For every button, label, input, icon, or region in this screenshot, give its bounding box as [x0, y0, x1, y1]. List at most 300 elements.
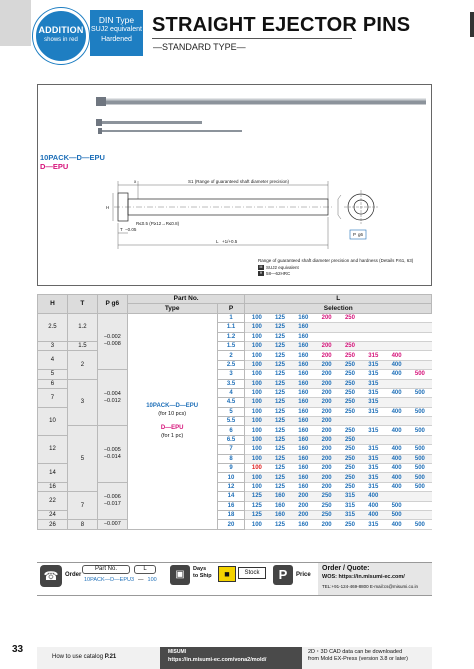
length-option-cell[interactable]: 500 — [385, 510, 408, 519]
length-option-cell[interactable]: 125 — [268, 323, 291, 332]
order-example — [84, 577, 157, 583]
length-option-cell[interactable]: 200 — [315, 482, 338, 491]
length-option-cell[interactable]: 100 — [245, 445, 268, 454]
footer-url-link[interactable]: https://in.misumi-ec.com/vona2/mold/ — [168, 657, 267, 663]
length-option-cell[interactable]: 125 — [268, 407, 291, 416]
length-option-cell[interactable]: 160 — [292, 435, 315, 444]
length-option-cell[interactable]: 315 — [362, 398, 385, 407]
dim-t-label: T — [120, 227, 123, 232]
table-row — [38, 313, 432, 322]
length-option-cell[interactable]: 125 — [268, 426, 291, 435]
length-option-cell[interactable]: 315 — [362, 360, 385, 369]
length-option-cell[interactable]: 400 — [385, 520, 408, 529]
h-value-cell: 26 — [38, 520, 68, 529]
table-row — [38, 341, 432, 350]
p-tolerance-cell — [97, 370, 127, 426]
badge-subtitle: shows in red — [44, 37, 78, 43]
p-value-cell: 6 — [217, 426, 245, 435]
drawing-type-single: D—EPU — [40, 162, 69, 171]
dim-p-tol: g6 — [358, 232, 364, 237]
col-p-header: P — [217, 304, 245, 313]
price-p-icon: P — [273, 565, 293, 585]
length-option-cell[interactable]: 100 — [245, 426, 268, 435]
page-number: 33 — [12, 644, 24, 655]
length-option-cell[interactable]: 100 — [245, 341, 268, 350]
length-option-cell[interactable]: 100 — [245, 464, 268, 473]
length-option-cell[interactable]: 100 — [245, 473, 268, 482]
hardness-code-icon: H — [259, 271, 263, 276]
length-option-cell[interactable]: 400 — [385, 351, 408, 360]
legend-precision-note: Range of guaranteed shaft diameter precision and hardness (Details P.61, 63) — [258, 258, 414, 263]
length-option-cell — [362, 332, 385, 341]
din-type-box — [90, 10, 143, 56]
length-option-cell — [338, 323, 361, 332]
length-option-cell[interactable]: 200 — [292, 492, 315, 501]
h-value-cell: 6 — [38, 379, 68, 388]
tolerance-value: −0.005 — [103, 447, 121, 454]
tolerance-value: −0.014 — [103, 454, 121, 461]
length-option-cell[interactable]: 315 — [362, 351, 385, 360]
spec-table — [37, 294, 432, 530]
length-option-cell[interactable]: 200 — [315, 313, 338, 322]
h-value-cell: 5 — [38, 370, 68, 379]
length-option-cell — [362, 341, 385, 350]
length-option-cell[interactable]: 100 — [245, 482, 268, 491]
length-option-cell[interactable]: 160 — [292, 473, 315, 482]
length-option-cell[interactable]: 250 — [338, 407, 361, 416]
h-value-cell: 12 — [38, 435, 68, 463]
length-option-cell[interactable]: 100 — [245, 323, 268, 332]
length-option-cell[interactable]: 200 — [292, 510, 315, 519]
length-option-cell — [408, 313, 431, 322]
length-option-cell[interactable]: 315 — [338, 492, 361, 501]
length-option-cell[interactable]: 315 — [338, 501, 361, 510]
length-option-cell[interactable]: 315 — [362, 454, 385, 463]
h-value-cell: 7 — [38, 388, 68, 407]
col-type-header: Type — [127, 304, 217, 313]
dim-l-tol: +1/+0.5 — [222, 239, 238, 244]
side-stripe — [0, 0, 31, 46]
phone-icon: ☎ — [40, 565, 62, 587]
days-label-line2: to Ship — [193, 573, 212, 579]
quote-title: Order / Quote: — [322, 565, 370, 572]
tolerance-value: −0.008 — [103, 341, 121, 348]
length-option-cell[interactable]: 200 — [315, 370, 338, 379]
dim-p-label: P — [353, 232, 357, 237]
p-value-cell: 4.5 — [217, 398, 245, 407]
length-option-cell[interactable]: 250 — [315, 492, 338, 501]
p-value-cell: 1.2 — [217, 332, 245, 341]
pin-photo-head-large — [96, 97, 106, 106]
length-option-cell — [408, 510, 431, 519]
length-option-cell[interactable]: 125 — [268, 454, 291, 463]
pin-photo-shaft-small — [102, 121, 202, 124]
length-option-cell — [408, 323, 431, 332]
tolerance-value: −0.017 — [103, 501, 121, 508]
length-option-cell — [385, 341, 408, 350]
t-value-cell: 8 — [67, 520, 97, 529]
tolerance-value: −0.004 — [103, 390, 121, 397]
length-option-cell[interactable]: 400 — [385, 360, 408, 369]
type-single-label: D—EPU — [160, 425, 184, 432]
stock-label: Stock — [238, 567, 266, 579]
length-option-cell — [408, 332, 431, 341]
length-option-cell[interactable]: 200 — [315, 473, 338, 482]
p-value-cell: 7 — [217, 445, 245, 454]
order-label: Order — [65, 572, 82, 578]
order-example-part: 10PACK—D—EPU3 — [84, 577, 135, 583]
length-option-cell[interactable]: 100 — [245, 454, 268, 463]
length-option-cell — [315, 332, 338, 341]
length-option-cell[interactable]: 100 — [245, 379, 268, 388]
length-option-cell[interactable]: 125 — [268, 464, 291, 473]
length-option-cell[interactable]: 100 — [245, 351, 268, 360]
table-row — [38, 492, 432, 501]
length-option-cell[interactable]: 315 — [362, 388, 385, 397]
length-option-cell — [385, 332, 408, 341]
length-option-cell[interactable]: 500 — [408, 482, 431, 491]
length-option-cell[interactable]: 500 — [408, 388, 431, 397]
length-option-cell[interactable]: 125 — [268, 482, 291, 491]
howto-page-ref[interactable]: P.21 — [104, 654, 117, 660]
length-option-cell[interactable]: 200 — [315, 445, 338, 454]
p-value-cell: 14 — [217, 492, 245, 501]
length-option-cell[interactable]: 125 — [268, 445, 291, 454]
length-option-cell[interactable]: 200 — [315, 360, 338, 369]
length-option-cell[interactable]: 500 — [408, 464, 431, 473]
badge-title: ADDITION — [38, 25, 84, 35]
length-option-cell[interactable]: 250 — [315, 510, 338, 519]
length-option-cell[interactable]: 200 — [292, 501, 315, 510]
drawing-type-labels — [40, 153, 105, 171]
length-option-cell[interactable]: 160 — [292, 351, 315, 360]
length-option-cell[interactable]: 315 — [362, 464, 385, 473]
table-row — [38, 520, 432, 529]
title-divider — [152, 38, 352, 39]
h-value-cell: 3 — [38, 341, 68, 350]
length-option-cell[interactable]: 160 — [292, 520, 315, 529]
length-option-cell[interactable]: 160 — [292, 426, 315, 435]
length-option-cell[interactable]: 250 — [338, 388, 361, 397]
stock-box-icon: ■ — [218, 566, 236, 582]
length-option-cell — [338, 417, 361, 426]
length-option-cell[interactable]: 400 — [385, 482, 408, 491]
length-option-cell[interactable]: 160 — [292, 379, 315, 388]
table-row — [38, 370, 432, 379]
drawing-legend — [258, 258, 413, 278]
t-value-cell: 7 — [67, 492, 97, 520]
length-option-cell[interactable]: 125 — [245, 510, 268, 519]
length-option-cell[interactable]: 100 — [245, 332, 268, 341]
length-option-cell[interactable]: 100 — [245, 520, 268, 529]
length-option-cell — [408, 379, 431, 388]
p-value-cell: 5 — [217, 407, 245, 416]
length-option-cell[interactable]: 400 — [385, 370, 408, 379]
h-value-cell: 4 — [38, 351, 68, 370]
length-option-cell[interactable]: 125 — [268, 520, 291, 529]
table-row — [38, 426, 432, 435]
length-option-cell[interactable]: 250 — [338, 370, 361, 379]
p-tolerance-cell — [97, 482, 127, 520]
length-option-cell[interactable]: 200 — [315, 407, 338, 416]
pin-photo-head-small — [96, 119, 102, 126]
length-option-cell[interactable]: 160 — [268, 501, 291, 510]
length-option-cell[interactable]: 400 — [385, 464, 408, 473]
length-option-cell[interactable]: 250 — [338, 379, 361, 388]
length-option-cell — [362, 417, 385, 426]
length-option-cell[interactable]: 125 — [268, 360, 291, 369]
length-option-cell[interactable]: 400 — [385, 445, 408, 454]
length-option-cell[interactable]: 400 — [385, 407, 408, 416]
length-option-cell[interactable]: 160 — [268, 492, 291, 501]
length-option-cell[interactable]: 200 — [315, 426, 338, 435]
type-pack-note: (for 10 pcs) — [158, 411, 187, 418]
dim-l-label: L — [216, 239, 219, 244]
length-option-cell[interactable]: 315 — [362, 473, 385, 482]
length-option-cell[interactable]: 160 — [292, 313, 315, 322]
length-option-cell[interactable]: 400 — [362, 510, 385, 519]
length-option-cell[interactable]: 160 — [292, 445, 315, 454]
length-option-cell[interactable]: 160 — [292, 482, 315, 491]
col-h-header: H — [38, 295, 68, 314]
length-option-cell[interactable]: 100 — [245, 313, 268, 322]
length-option-cell — [408, 398, 431, 407]
length-option-cell[interactable]: 250 — [338, 435, 361, 444]
length-option-cell[interactable]: 400 — [362, 492, 385, 501]
t-value-cell: 1.2 — [67, 313, 97, 341]
length-option-cell[interactable]: 160 — [268, 510, 291, 519]
material-label: SUJ2 equivalent — [91, 26, 142, 33]
length-option-cell[interactable]: 200 — [315, 417, 338, 426]
p-tolerance-cell — [97, 520, 127, 529]
length-option-cell[interactable]: 315 — [362, 482, 385, 491]
length-option-cell[interactable]: 250 — [338, 426, 361, 435]
length-option-cell[interactable]: 100 — [245, 360, 268, 369]
days-label-line1: Days — [193, 566, 207, 572]
length-option-cell[interactable]: 500 — [408, 370, 431, 379]
h-value-cell: 16 — [38, 482, 68, 491]
length-option-cell[interactable]: 200 — [315, 435, 338, 444]
dim-s1-label: S1 (Range of guaranteed shaft diameter precision) — [188, 179, 290, 184]
t-value-cell: 1.5 — [67, 341, 97, 350]
misumi-logo: MISUMI — [168, 649, 187, 655]
length-option-cell — [315, 323, 338, 332]
length-option-cell[interactable]: 200 — [315, 388, 338, 397]
length-option-cell[interactable]: 125 — [268, 370, 291, 379]
length-option-cell — [385, 379, 408, 388]
length-option-cell[interactable]: 160 — [292, 417, 315, 426]
length-option-cell[interactable]: 200 — [315, 464, 338, 473]
hardened-label: Hardened — [101, 36, 132, 43]
din-type-label: DIN Type — [98, 15, 135, 25]
length-option-cell[interactable]: 500 — [408, 445, 431, 454]
length-option-cell[interactable]: 160 — [292, 323, 315, 332]
length-option-cell[interactable]: 100 — [245, 407, 268, 416]
length-option-cell[interactable]: 315 — [362, 520, 385, 529]
p-value-cell: 3 — [217, 370, 245, 379]
length-option-cell[interactable]: 125 — [268, 388, 291, 397]
legend-material: SUJ2 equivalent — [266, 264, 299, 270]
p-value-cell: 10 — [217, 473, 245, 482]
spec-table-body — [38, 313, 432, 529]
length-option-cell[interactable]: 200 — [315, 379, 338, 388]
length-option-cell — [408, 360, 431, 369]
length-option-cell[interactable]: 250 — [338, 473, 361, 482]
t-value-cell: 2 — [67, 351, 97, 379]
col-selection-header: Selection — [245, 304, 432, 313]
drawing-panel — [37, 84, 432, 286]
length-option-cell[interactable]: 100 — [245, 417, 268, 426]
length-option-cell[interactable]: 400 — [385, 426, 408, 435]
h-value-cell: 14 — [38, 464, 68, 483]
dim-h-label: H — [106, 205, 110, 210]
p-value-cell: 4 — [217, 388, 245, 397]
length-option-cell[interactable]: 160 — [292, 370, 315, 379]
t-value-cell: 5 — [67, 426, 97, 492]
order-example-length: 100 — [147, 577, 157, 583]
length-option-cell — [338, 332, 361, 341]
length-option-cell[interactable]: 125 — [268, 341, 291, 350]
order-length-header: L — [134, 565, 156, 574]
length-option-cell[interactable]: 160 — [292, 454, 315, 463]
tolerance-value: −0.007 — [103, 521, 121, 528]
length-option-cell[interactable]: 125 — [268, 417, 291, 426]
length-option-cell[interactable]: 250 — [338, 445, 361, 454]
p-value-cell: 18 — [217, 510, 245, 519]
length-option-cell[interactable]: 125 — [245, 492, 268, 501]
length-option-cell — [385, 398, 408, 407]
order-example-sep: — — [138, 577, 144, 583]
length-option-cell[interactable]: 125 — [245, 501, 268, 510]
p-tolerance-cell — [97, 426, 127, 482]
length-option-cell[interactable]: 160 — [292, 332, 315, 341]
length-option-cell — [408, 341, 431, 350]
length-option-cell[interactable]: 250 — [338, 482, 361, 491]
length-option-cell[interactable]: 200 — [315, 398, 338, 407]
length-option-cell[interactable]: 315 — [362, 370, 385, 379]
cad-note-line2: from Mold EX-Press (version 3.8 or later) — [308, 656, 408, 662]
length-option-cell — [385, 492, 408, 501]
length-option-cell[interactable]: 315 — [362, 407, 385, 416]
length-option-cell[interactable]: 315 — [362, 379, 385, 388]
length-option-cell — [362, 323, 385, 332]
length-option-cell — [362, 313, 385, 322]
length-option-cell[interactable]: 200 — [315, 520, 338, 529]
length-option-cell[interactable]: 500 — [408, 407, 431, 416]
length-option-cell[interactable]: 315 — [362, 445, 385, 454]
length-option-cell[interactable]: 315 — [362, 426, 385, 435]
legend-hardness: 58—62HRC — [266, 271, 291, 276]
length-option-cell[interactable]: 200 — [315, 351, 338, 360]
length-option-cell — [408, 501, 431, 510]
col-t-header: T — [67, 295, 97, 314]
length-option-cell[interactable]: 250 — [338, 464, 361, 473]
p-value-cell: 16 — [217, 501, 245, 510]
tolerance-value: −0.006 — [103, 494, 121, 501]
length-option-cell[interactable]: 100 — [245, 370, 268, 379]
p-value-cell: 2.5 — [217, 360, 245, 369]
length-option-cell — [385, 417, 408, 426]
cad-note-line1: 2D・3D CAD data can be downloaded — [308, 649, 403, 655]
length-option-cell[interactable]: 125 — [268, 398, 291, 407]
length-option-cell[interactable]: 400 — [385, 454, 408, 463]
length-option-cell[interactable]: 125 — [268, 313, 291, 322]
pin-photo-shaft-thin — [102, 130, 242, 132]
length-option-cell[interactable]: 250 — [338, 313, 361, 322]
p-value-cell: 9 — [217, 464, 245, 473]
type-cell — [127, 313, 217, 529]
length-option-cell[interactable]: 250 — [338, 520, 361, 529]
footer-howto — [52, 654, 116, 660]
length-option-cell[interactable]: 100 — [245, 388, 268, 397]
p-value-cell: 8 — [217, 454, 245, 463]
truck-icon: ▣ — [170, 565, 190, 585]
table-row — [38, 351, 432, 360]
length-option-cell[interactable]: 250 — [338, 341, 361, 350]
length-option-cell[interactable]: 160 — [292, 407, 315, 416]
tolerance-value: −0.012 — [103, 397, 121, 404]
p-value-cell: 12 — [217, 482, 245, 491]
length-option-cell[interactable]: 500 — [408, 520, 431, 529]
length-option-cell[interactable]: 250 — [315, 501, 338, 510]
page-title: STRAIGHT EJECTOR PINS — [152, 14, 411, 36]
length-option-cell[interactable]: 500 — [408, 473, 431, 482]
length-option-cell[interactable]: 500 — [408, 454, 431, 463]
length-option-cell[interactable]: 250 — [338, 351, 361, 360]
length-option-cell — [362, 435, 385, 444]
length-option-cell[interactable]: 400 — [385, 388, 408, 397]
p-value-cell: 1.1 — [217, 323, 245, 332]
howto-label: How to use catalog — [52, 654, 104, 660]
length-option-cell[interactable]: 500 — [408, 426, 431, 435]
length-option-cell[interactable]: 500 — [385, 501, 408, 510]
quote-web-link[interactable]: WOS: https://in.misumi-ec.com/ — [322, 574, 405, 580]
length-option-cell[interactable]: 100 — [245, 435, 268, 444]
type-single-note: (for 1 pc) — [161, 433, 184, 440]
material-code-icon: M — [259, 264, 263, 269]
length-option-cell[interactable]: 315 — [338, 510, 361, 519]
length-option-cell[interactable]: 125 — [268, 351, 291, 360]
length-option-cell[interactable]: 200 — [315, 341, 338, 350]
length-option-cell[interactable]: 160 — [292, 464, 315, 473]
length-option-cell — [385, 323, 408, 332]
col-l-header: L — [245, 295, 432, 304]
length-option-cell[interactable]: 160 — [292, 388, 315, 397]
length-option-cell[interactable]: 250 — [338, 360, 361, 369]
col-p-tol-header: P g6 — [97, 295, 127, 314]
length-option-cell[interactable]: 160 — [292, 341, 315, 350]
length-option-cell[interactable]: 125 — [268, 473, 291, 482]
length-option-cell[interactable]: 125 — [268, 379, 291, 388]
length-option-cell — [385, 313, 408, 322]
p-value-cell: 1.5 — [217, 341, 245, 350]
p-value-cell: 5.5 — [217, 417, 245, 426]
length-option-cell[interactable]: 250 — [338, 398, 361, 407]
length-option-cell[interactable]: 400 — [362, 501, 385, 510]
col-partno-header: Part No. — [127, 295, 245, 304]
length-option-cell — [385, 435, 408, 444]
length-option-cell[interactable]: 160 — [292, 360, 315, 369]
length-option-cell[interactable]: 200 — [315, 454, 338, 463]
length-option-cell[interactable]: 100 — [245, 398, 268, 407]
page-tab-marker — [470, 12, 474, 37]
length-option-cell[interactable]: 125 — [268, 332, 291, 341]
length-option-cell — [408, 435, 431, 444]
length-option-cell[interactable]: 160 — [292, 398, 315, 407]
length-option-cell[interactable]: 125 — [268, 435, 291, 444]
length-option-cell[interactable]: 400 — [385, 473, 408, 482]
length-option-cell[interactable]: 250 — [338, 454, 361, 463]
